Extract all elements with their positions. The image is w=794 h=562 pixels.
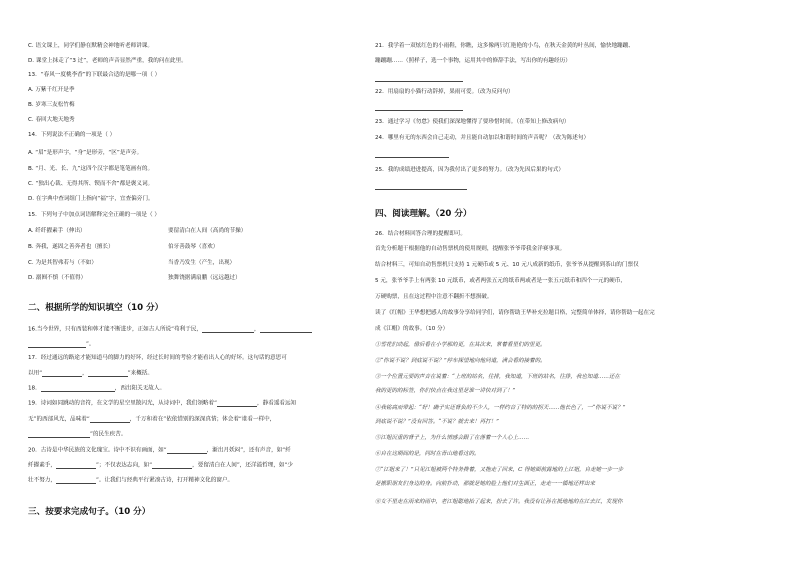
q16-text-a: 16.当今世界，只有西装和韩才能不断进步，正如古人所说“苟利于民，	[28, 326, 203, 333]
q14-option-c: C. “独出心裁、无得其所、锲而不舍”都是褒义词。	[28, 181, 154, 187]
q21-answer-line	[375, 76, 463, 82]
section-2-heading: 二、根据所学的知识填空（10 分）	[28, 303, 164, 313]
story-sentence-4: ④我铭高而带起：“好！确子实还背负的不少人，一样约音了特的的拐天……他长色了，一“你说不说？”	[375, 405, 626, 411]
question-19-line-3	[28, 432, 126, 438]
q19-blank-2[interactable]	[90, 417, 130, 423]
q20-blank-4[interactable]	[56, 478, 96, 484]
left-column	[28, 0, 368, 562]
question-16-line-1: 16.当今世界，只有西装和韩才能不断进步，正如古人所说“苟利于民， ，	[28, 327, 312, 333]
q15-b-right: 伯牙善鼓琴（喜欢）	[168, 244, 219, 250]
q13-option-a: A. 万紫千红开是季	[28, 87, 75, 93]
section-3-heading: 三、按要求完成句子。（10 分）	[28, 507, 151, 517]
q17-text-d: ”来概括。	[127, 370, 153, 377]
q19-text-e: ”的民生疾苦。	[90, 431, 127, 438]
q20-blank-1[interactable]	[167, 448, 207, 454]
para-2: 结合材料三，可知自动售票机只支持 1 元硬币或 5 元、10 元八成新的纸币，张爷爷从提醒到茶山的门票仅	[375, 262, 639, 268]
q15-row-d	[28, 276, 241, 282]
question-20-line-1	[28, 448, 291, 454]
q19-text-b: ，静看遥看远知	[257, 400, 297, 407]
question-21-line-1: 21．我学着一双炫红色的小雨鞋，你瞧，这多像两只红艳艳的小鸟，在秋天金黄的叶丛间，愉快地蹦蹦、	[375, 43, 634, 49]
q25-blank[interactable]	[375, 184, 467, 190]
q25-answer-line	[375, 184, 467, 190]
q19-blank-3[interactable]	[28, 432, 90, 438]
question-17-line-2	[28, 371, 153, 377]
q12-option-c: C. 语文课上，同学们静在默精会神地听老师讲课。	[28, 43, 153, 49]
q22-answer-line	[375, 105, 463, 111]
question-17-line-1: 17．经过通远的路途才能知道马的脚力的好坏，经过长时间的考验才能看出人心的好坏。这句话的意思可	[28, 355, 287, 361]
q17-blank-1[interactable]	[42, 371, 82, 377]
q20-text-b: ，渐出月妖闷”，还有声音，如“纤	[206, 447, 291, 454]
para-5: 读了《红帽》王华想把感人的故事分享给同学们，请你帮助王华补充拉题目格，完整简单体择，请你帮助一起在完	[375, 310, 655, 316]
question-19-line-2	[28, 417, 275, 423]
question-20-line-2	[28, 463, 293, 469]
q21-blank[interactable]	[375, 76, 463, 82]
q15-row-a	[28, 229, 246, 235]
q16-text-b: ”。	[86, 341, 95, 348]
question-15: 15．下列句子中加点词语解释完全正确的一项是（ ）	[28, 212, 160, 218]
question-26: 26．结合材料回答合理的提醒即可。	[375, 231, 467, 237]
q20-text-a: 20．古诗是中华民族的文化瑰宝。诗中不识有画面，如“	[28, 447, 167, 454]
q16-blank-1[interactable]	[202, 327, 254, 333]
q16-blank-3[interactable]	[28, 342, 86, 348]
para-4: 万硬购票，且在这过程中注意不翻折不想损破。	[375, 294, 493, 300]
story-sentence-3-cont: 我的更的的标签，你们快点在我这里是谁一讲快对到了！”	[375, 388, 516, 394]
q20-text-e: ，要留清白在人间”，还洋溢哲理，如“少	[192, 462, 294, 469]
question-19-line-1	[28, 401, 296, 407]
question-25: 25．我的成绩进进提高，因为我付出了更多的努力。（改为先因后果的句式）	[375, 167, 564, 173]
story-sentence-6: ⑥自在这期间的是，同时在青山地看这的。	[375, 451, 480, 457]
q15-a-right: 要留清白在人间（高尚的节操）	[168, 228, 247, 234]
q12-option-d: D. 课堂上抹走了“3 过”，老师的声音显然严重，我的问在此里。	[28, 58, 187, 64]
q15-row-c	[28, 261, 235, 267]
q13-option-b: B. 岁寒三友松竹梅	[28, 102, 75, 108]
q20-text-d: ”；不仅表达志向，如“	[95, 462, 153, 469]
q19-text-c: 无”的西部风光，品味着“	[28, 416, 90, 423]
q15-c-left: C. 为是其智弗若与（不如）	[28, 260, 97, 266]
q18-blank[interactable]	[41, 386, 115, 392]
q15-row-b	[28, 245, 218, 251]
q17-text-b: 以用“	[28, 370, 43, 377]
question-21-line-2: 蹦蹦蹦……（照样子，选一个事物，运用其中的修辞手法，写出你的有趣经历）	[375, 58, 571, 64]
story-sentence-3: ③一个位置元要的声音在说着：“上班的站名，往排，我知道，下班的站名，往排，我也知道……还在	[375, 374, 620, 380]
story-sentence-2: ②“你说不说？到底说不说？”停车探望地向他问道，满会看的接着的。	[375, 358, 546, 364]
story-sentence-7: ⑦“江姐来了！”只见江姐被两个特务搀着，又拖走了回来，C 得她面前露地的上江姐，自走她一步一步	[375, 467, 624, 473]
q14-option-b: B. “月、光、长、九”这四个汉字都是笔笔画有的。	[28, 166, 154, 172]
q19-blank-1[interactable]	[217, 401, 257, 407]
question-13: 13．“春风一度桃李香”的下联最合适的是哪一项（ ）	[28, 72, 161, 78]
right-column	[375, 0, 727, 562]
q18-text-b: ，西出阳关无故人。	[114, 385, 166, 392]
question-20-line-3	[28, 478, 233, 484]
q20-text-g: ”。让我们与经典平行紧凑古诗，打开精神文化的窗户。	[95, 477, 234, 484]
story-sentence-7-cont: 是搬职朋友们身边的身。向前扑动，那就是她的脸上他们对生面正，走走一一循地还样出来	[375, 481, 596, 487]
q18-text-a: 18．	[28, 385, 41, 392]
q14-option-d: D. 在字典中查词组门上指向“福”字，宜查偏旁门。	[28, 196, 154, 202]
para-6: 成《江帽》的故事。（10 分）	[375, 326, 449, 332]
story-sentence-8: ⑧女不里走在雨来的雨中，老江姐聪地抬了起来，扮去了许。我没有让孙在抵地地的在江去江，发现你	[375, 499, 623, 505]
q20-text-c: 纤擢素手，	[28, 462, 56, 469]
question-23: 23．通过学习《勿怠》使我们深深地懂得了要珍惜时间。（在带知上修改病句）	[375, 119, 570, 125]
q19-text-a: 19．诗词如同跳动的音符，在文学的星空里散闪光，从诗词中，我们领略着“	[28, 400, 218, 407]
q20-blank-3[interactable]	[152, 463, 192, 469]
q15-d-left: D. 溺囿不慎（不值得）	[28, 275, 87, 281]
para-3: 5 元，张爷爷手上有两张 10 元纸币，或者两张五元的纸币两或者是一张五元纸币和四个一元的硬币，	[375, 278, 626, 284]
q15-a-left: A. 纤纤擢素手（伸出）	[28, 228, 86, 234]
q24-answer-line	[375, 152, 449, 158]
story-sentence-5: ⑤江姐沉重的背子上，为什么情感会跟了在落着一个人心上……	[375, 435, 530, 441]
q20-blank-2[interactable]	[56, 463, 96, 469]
q13-option-c: C. 春回大地天地秀	[28, 117, 75, 123]
q15-d-right: 独舞饶据满扇鹏（远远越过）	[168, 275, 241, 281]
q20-text-f: 壮不努力，	[28, 477, 56, 484]
q15-c-right: 当香乃发生（产生，出现）	[168, 260, 236, 266]
question-22: 22．用扇扇的小猫行动辞掉，果雨可爱。（改为反问句）	[375, 89, 514, 95]
story-sentence-1: ①雪花们动起，借后看在小学那的更，在其次来，常着看里们的里更。	[375, 342, 546, 348]
q16-blank-2[interactable]	[260, 327, 312, 333]
q22-blank[interactable]	[375, 105, 463, 111]
q24-blank[interactable]	[375, 152, 449, 158]
para-1: 首先分析题干根据他的自动售票机的使用规则，提醒张爷爷带我金洋赛事项。	[375, 246, 566, 252]
question-16-line-2	[28, 342, 95, 348]
q15-b-left: B. 奔我，遂固之善奔者也（擅长）	[28, 244, 114, 250]
q19-text-d: ，千万和着在”依依惜别的深深真情；体会着“谁看一样中，	[129, 416, 276, 423]
story-sentence-4-cont: 到底说不说？”没有回答。“不说？就去来！再打！”	[375, 419, 499, 425]
section-4-heading: 四、阅读理解。（20 分）	[375, 209, 472, 219]
q14-option-a: A. “眉”是形声字，“身”是形旁，“区”是声旁。	[28, 150, 143, 156]
question-18	[28, 386, 165, 392]
q17-text-c: ，	[82, 370, 88, 377]
question-24: 24．哪里有无的东西会自己走动，并且能自动加以和谐时间的声音呢？（改为陈述句）	[375, 135, 590, 141]
question-14: 14．下列说法不正确的一项是（ ）	[28, 132, 116, 138]
q17-blank-2[interactable]	[88, 371, 128, 377]
